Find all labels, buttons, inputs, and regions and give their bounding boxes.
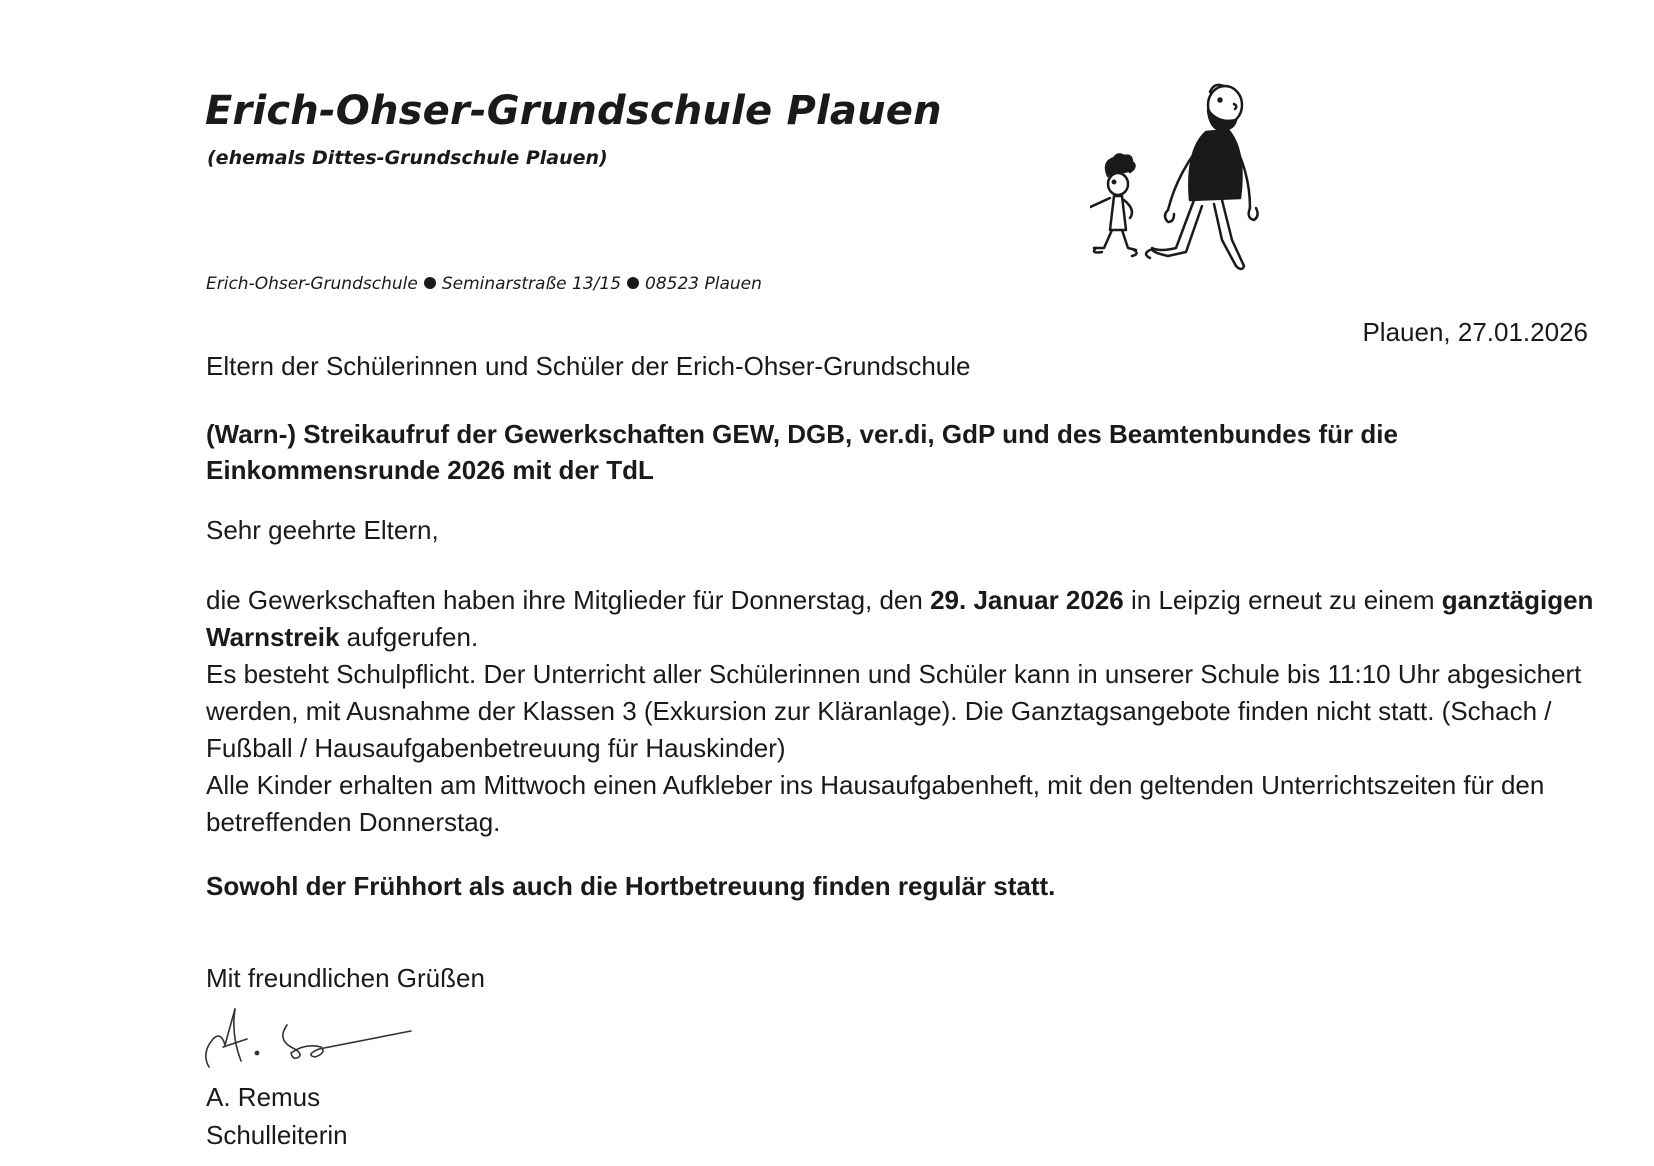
letter-date: Plauen, 27.01.2026 [1362,317,1588,347]
letter-subject [206,416,1506,488]
recipient: Eltern der Schülerinnen und Schüler der Erich-Ohser-Grundschule [206,351,971,381]
body-text-segment: in Leipzig erneut zu einem [1123,585,1442,615]
body-paragraph-school-attendance: Es besteht Schulpflicht. Der Unterricht aller Schülerinnen und Schüler kann in unserer Schule bis 11:10 Uhr abgesichert werden, mit Ausnahme der Klassen 3 (Exkursion zur Kläranlage). Die Ganztagsangebote finden nicht statt. (Schach / Fußball / Hausaufgabenbetreuung für Hauskinder) [206,659,1582,763]
handwritten-signature-icon [195,995,435,1080]
body-text-segment: die Gewerkschaften haben ihre Mitglieder für Donnerstag, den [206,585,931,615]
school-former-name: (ehemals Dittes-Grundschule Plauen) [207,147,608,169]
body-paragraph-sticker-info: Alle Kinder erhalten am Mittwoch einen Aufkleber ins Hausaufgabenheft, mit den geltenden Unterrichtszeiten für den betreffenden Donnerstag. [206,770,1545,837]
subject-line-2: Einkommensrunde 2026 mit der TdL [206,455,654,485]
school-name: Erich-Ohser-Grundschule Plauen [205,88,942,134]
bullet-dot-icon [627,277,639,289]
salutation: Sehr geehrte Eltern, [206,515,439,545]
signer-role: Schulleiterin [206,1120,348,1150]
letter-body [206,582,1626,841]
body-text-segment: aufgerufen. [339,622,479,652]
sender-address-street: Seminarstraße 13/15 [441,274,622,294]
strike-date: 29. Januar 2026 [930,585,1124,615]
body-paragraph-strike-call [206,582,1626,656]
sender-address-city: 08523 Plauen [645,274,762,294]
subject-line-1: (Warn-) Streikaufruf der Gewerkschaften GEW, DGB, ver.di, GdP und des Beamtenbundes für die [206,419,1398,449]
signer-name: A. Remus [206,1082,321,1112]
bullet-dot-icon [424,277,436,289]
school-logo-icon [1090,80,1320,290]
sender-address-name: Erich-Ohser-Grundschule [206,274,418,294]
sender-address [206,274,762,294]
hort-notice: Sowohl der Frühhort als auch die Hortbetreuung finden regulär statt. [206,871,1056,901]
strike-type: ganztägigen Warnstreik [206,585,1594,652]
closing: Mit freundlichen Grüßen [206,963,485,993]
